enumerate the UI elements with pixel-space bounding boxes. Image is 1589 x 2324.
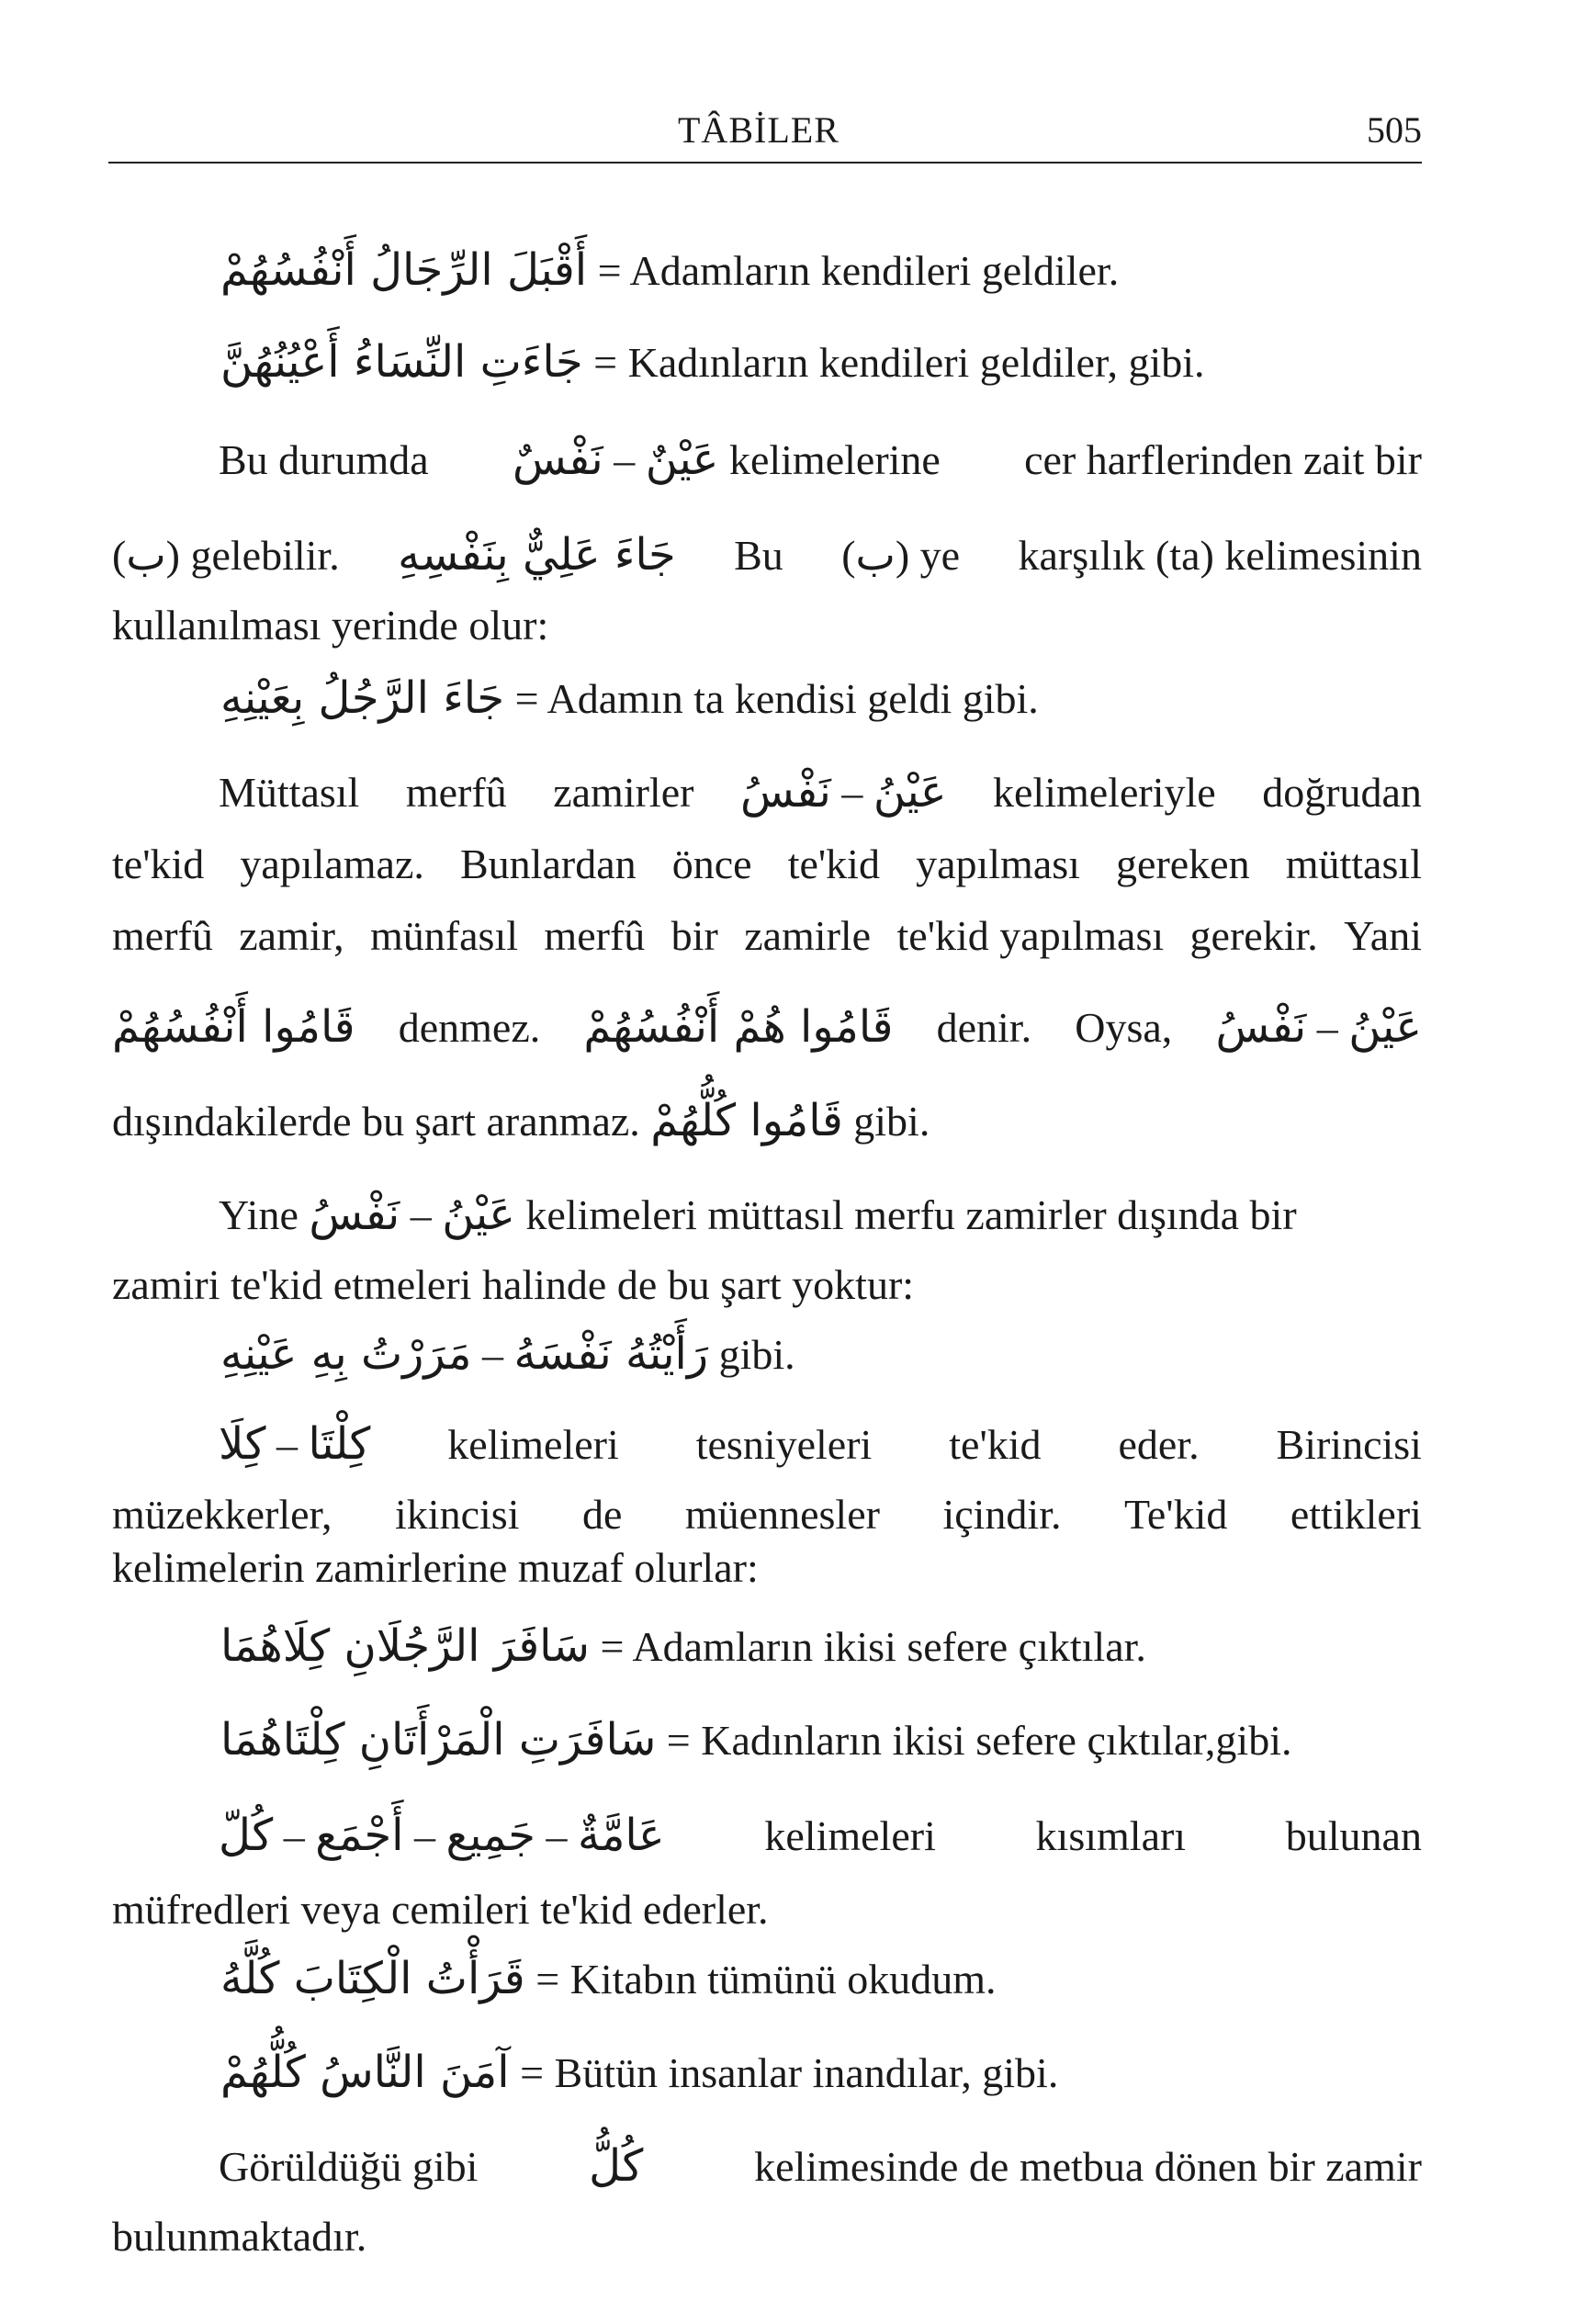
word: ikincisi — [395, 1491, 520, 1538]
dash: – — [283, 1812, 305, 1859]
arabic-word: كِلْتَا — [308, 1418, 371, 1470]
example-line — [220, 2047, 1059, 2098]
arabic-word: عَيْنُ — [1348, 1001, 1422, 1053]
text-segment: kelimeleri müttasıl merfu zamirler dışında bir — [525, 1191, 1297, 1238]
header-rule — [108, 162, 1422, 164]
text-segment: denmez. — [398, 1004, 541, 1051]
text-segment: kelimesinde de metbua dönen bir zamir — [754, 2143, 1422, 2190]
body-line — [112, 1544, 759, 1591]
word: bir — [671, 912, 718, 959]
header-title: TÂBİLER — [678, 109, 840, 151]
arabic-word: عَيْنٌ — [645, 434, 719, 485]
text-segment: Bu durumda — [219, 436, 429, 483]
arabic-word: جَمِيع — [445, 1810, 535, 1861]
arabic-example: جَاءَ الرَّجُلُ بِعَيْنِهِ — [220, 672, 505, 724]
word: Birincisi — [1276, 1421, 1422, 1468]
example-line — [220, 672, 1039, 724]
text-segment: gibi. — [718, 1331, 795, 1378]
body-line — [219, 766, 1422, 818]
word: içindir. — [942, 1491, 1062, 1538]
word: yapılması — [916, 840, 1080, 887]
text-segment: kullanılması yerinde olur: — [112, 602, 549, 649]
word: te'kid — [112, 840, 205, 887]
arabic-word: عَامَّةٌ — [577, 1810, 665, 1861]
word: yapılamaz. — [240, 840, 424, 887]
text-segment: Bu — [734, 532, 783, 579]
translation: Adamların ikisi sefere çıktılar. — [632, 1623, 1146, 1670]
arabic-example: سَافَرَ الرَّجُلَانِ كِلَاهُمَا — [220, 1620, 590, 1672]
translation: Kitabın tümünü okudum. — [569, 1956, 997, 2002]
equals-sign: = — [520, 2049, 545, 2096]
text-segment: dışındakilerde bu şart aranmaz. — [112, 1098, 640, 1145]
arabic-example: قَامُوا هُمْ أَنْفُسُهُمْ — [583, 1001, 894, 1053]
example-line — [220, 244, 1120, 296]
text-segment: bulunmaktadır. — [112, 2213, 367, 2260]
arabic-word: نَفْسُ — [309, 1189, 400, 1240]
dash: – — [410, 1191, 432, 1238]
body-line — [112, 1261, 915, 1308]
arabic-example: أَقْبَلَ الرِّجَالُ أَنْفُسُهُمْ — [220, 244, 588, 296]
word: merfû — [112, 912, 213, 959]
text-segment: kelimelerine — [728, 436, 941, 483]
word: ettikleri — [1290, 1491, 1422, 1538]
arabic-word: نَفْسُ — [739, 766, 831, 818]
word: bulunan — [1285, 1812, 1422, 1859]
text-segment: kelimelerin zamirlerine muzaf olurlar: — [112, 1544, 759, 1591]
translation: Adamların kendileri geldiler. — [629, 247, 1120, 294]
example-line — [220, 1328, 795, 1380]
equals-sign: = — [600, 1623, 625, 1670]
dash: – — [414, 1812, 436, 1859]
body-line — [219, 434, 1422, 485]
arabic-example: سَافَرَتِ الْمَرْأَتَانِ كِلْتَاهُمَا — [220, 1714, 657, 1766]
arabic-example: قَامُوا كُلُّهُمْ — [650, 1095, 843, 1146]
arabic-example: قَرَأْتُ الْكِتَابَ كُلَّهُ — [220, 1953, 525, 2004]
text-segment: karşılık (ta) kelimesinin — [1018, 532, 1422, 579]
arabic-word: كُلّ — [219, 1810, 274, 1861]
body-line — [112, 1491, 1422, 1538]
body-line — [112, 1886, 769, 1933]
word: müzekkerler, — [112, 1491, 332, 1538]
body-line — [112, 2213, 367, 2260]
arabic-example: مَرَرْتُ بِهِ عَيْنِهِ — [220, 1328, 472, 1380]
arabic-word: أَجْمَع — [315, 1810, 404, 1861]
example-line — [220, 1620, 1146, 1672]
page-number: 505 — [1367, 109, 1422, 151]
dash: – — [1316, 1004, 1338, 1051]
arabic-word: كِلَا — [219, 1418, 266, 1470]
word: zamirler — [553, 769, 694, 816]
example-line — [220, 336, 1205, 388]
body-line — [112, 1095, 930, 1146]
arabic-example: آمَنَ النَّاسُ كُلُّهُمْ — [220, 2047, 510, 2098]
word: müttasıl — [1285, 840, 1422, 887]
translation: Kadınların kendileri geldiler, gibi. — [627, 339, 1205, 386]
body-line — [219, 2140, 1422, 2192]
word: müennesler — [684, 1491, 880, 1538]
dash: – — [614, 436, 636, 483]
arabic-word: عَيْنُ — [873, 766, 947, 818]
body-line — [112, 912, 1422, 959]
word: tesniyeleri — [695, 1421, 873, 1468]
text-segment: zamiri te'kid etmeleri halinde de bu şart yoktur: — [112, 1261, 915, 1308]
word: de — [581, 1491, 623, 1538]
equals-sign: = — [597, 247, 622, 294]
word: zamir, — [239, 912, 344, 959]
dash: – — [546, 1812, 568, 1859]
word: zamirle — [744, 912, 872, 959]
equals-sign: = — [514, 675, 539, 722]
body-line — [219, 1810, 1422, 1861]
word: kelimeleri — [764, 1812, 936, 1859]
equals-sign: = — [535, 1956, 560, 2002]
word: münfasıl — [370, 912, 519, 959]
word: Müttasıl — [219, 769, 360, 816]
arabic-example: جَاءَتِ النِّسَاءُ أَعْيُنُهُنَّ — [220, 336, 583, 388]
word: kelimeleri — [447, 1421, 619, 1468]
body-line — [112, 1001, 1422, 1053]
text-segment: gibi. — [853, 1098, 930, 1145]
word: kelimeleriyle — [993, 769, 1216, 816]
dash: – — [841, 769, 863, 816]
word: merfû — [405, 769, 507, 816]
example-line — [220, 1714, 1292, 1766]
arabic-word: نَفْسٌ — [512, 434, 603, 485]
arabic-word: نَفْسُ — [1215, 1001, 1307, 1053]
text-segment: cer harflerinden zait bir — [1024, 436, 1422, 483]
body-line — [112, 840, 1422, 887]
equals-sign: = — [666, 1717, 691, 1764]
word: kısımları — [1035, 1812, 1187, 1859]
running-header — [108, 108, 1422, 165]
text-segment: denir. — [936, 1004, 1032, 1051]
arabic-example: جَاءَ عَلِيٌّ بِنَفْسِهِ — [398, 529, 676, 581]
word: gereken — [1116, 840, 1250, 887]
word: Te'kid — [1123, 1491, 1228, 1538]
text-segment: Oysa, — [1075, 1004, 1173, 1051]
dash: – — [482, 1331, 504, 1378]
translation: Adamın ta kendisi geldi gibi. — [547, 675, 1039, 722]
translation: Bütün insanlar inandılar, gibi. — [554, 2049, 1059, 2096]
body-line — [112, 604, 548, 647]
word: te'kid — [787, 840, 880, 887]
word: merfû — [544, 912, 646, 959]
word: te'kid — [949, 1421, 1042, 1468]
arabic-word: عَيْنُ — [442, 1189, 515, 1240]
text-segment: Görüldüğü gibi — [219, 2143, 479, 2190]
word: eder. — [1118, 1421, 1200, 1468]
word: Yani — [1344, 912, 1422, 959]
equals-sign: = — [593, 339, 618, 386]
word: önce — [671, 840, 752, 887]
arabic-example: قَامُوا أَنْفُسُهُمْ — [112, 1001, 355, 1053]
word: doğrudan — [1262, 769, 1422, 816]
text-segment: müfredleri veya cemileri te'kid ederler. — [112, 1886, 769, 1933]
body-line — [112, 529, 1422, 581]
body-line — [219, 1189, 1297, 1240]
arabic-example: رَأَيْتُهُ نَفْسَهُ — [513, 1328, 709, 1380]
body-line — [219, 1418, 1422, 1470]
text-segment: Yine — [219, 1191, 299, 1238]
word: Bunlardan — [460, 840, 637, 887]
arabic-word: كُلُّ — [589, 2140, 644, 2192]
text-segment: (ب) gelebilir. — [112, 532, 340, 579]
word: te'kid yapılması — [896, 912, 1165, 959]
translation: Kadınların ikisi sefere çıktılar,gibi. — [701, 1717, 1292, 1764]
word: gerekir. — [1189, 912, 1318, 959]
text-segment: (ب) ye — [841, 532, 961, 579]
dash: – — [276, 1421, 298, 1468]
example-line — [220, 1953, 997, 2004]
